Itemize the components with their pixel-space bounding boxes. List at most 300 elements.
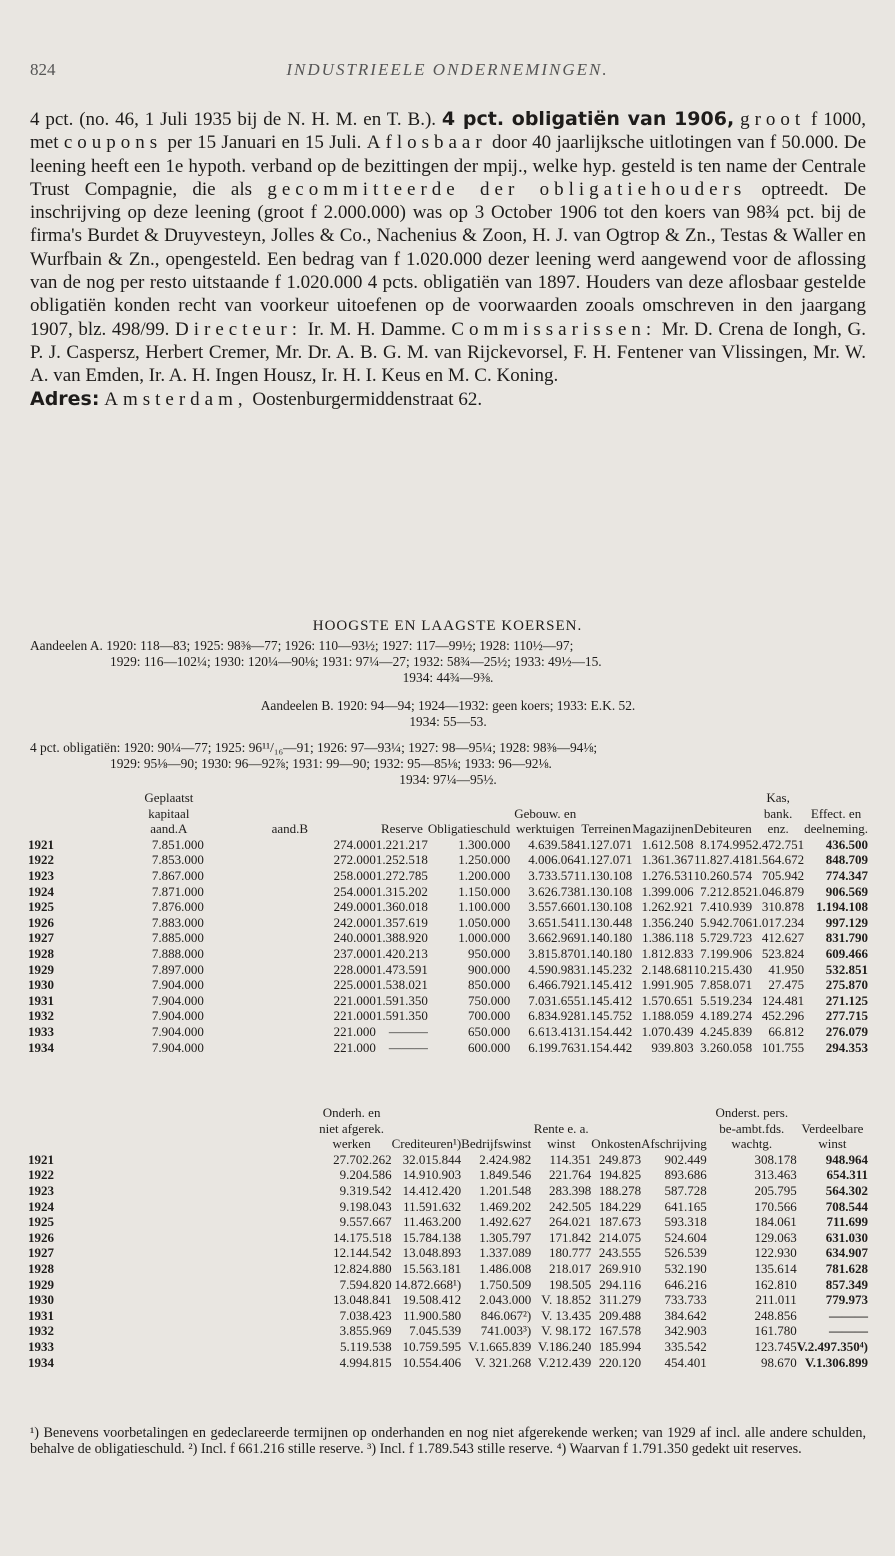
year-cell: 1930 <box>28 1292 54 1308</box>
table-cell: 3.855.969 <box>339 1323 392 1339</box>
table-cell: 308.178 <box>754 1151 797 1167</box>
text-run: groot <box>740 109 806 130</box>
table-cell: 1.145.752 <box>580 1008 633 1024</box>
table-row <box>28 1230 868 1246</box>
table-cell: 161.780 <box>754 1323 797 1339</box>
table-cell: 1.300.000 <box>458 836 511 852</box>
column-header: aand.B <box>271 821 309 837</box>
column-header: Kas, bank. enz. <box>763 790 793 837</box>
table-cell: 741.003³) <box>480 1323 532 1339</box>
table-row <box>28 977 868 993</box>
table-cell: 221.000 <box>333 1039 376 1055</box>
price-range-title: HOOGSTE EN LAAGSTE KOERSEN. <box>312 618 583 634</box>
table-cell: 271.125 <box>825 992 868 1008</box>
price-line: 1934: 97¼—95½. <box>399 772 497 787</box>
table-cell: 7.897.000 <box>151 961 204 977</box>
table-cell: 221.000 <box>333 1008 376 1024</box>
year-cell: 1934 <box>28 1354 54 1370</box>
table-cell: 27.475 <box>768 977 805 993</box>
table-row <box>28 1261 868 1277</box>
column-header: Debiteuren <box>693 821 752 837</box>
price-line: 4 pct. obligatiën: 1920: 90¼—77; 1925: 96¹¹/₁₆—91; 1926: 97—93¼; 1927: 98—95¼; 1928: 98⅜—94⅛; <box>30 740 598 755</box>
table-row <box>28 1152 868 1168</box>
table-cell: 1.194.108 <box>816 899 868 915</box>
table-cell: 129.063 <box>754 1229 797 1245</box>
table-cell: 8.174.995 <box>700 836 753 852</box>
year-cell: 1931 <box>28 1307 54 1323</box>
year-cell: 1932 <box>28 1323 54 1339</box>
table-cell: 274.000 <box>333 836 376 852</box>
table-cell: 19.508.412 <box>402 1292 462 1308</box>
year-cell: 1929 <box>28 961 54 977</box>
table-row <box>28 1008 868 1024</box>
table-cell: 294.353 <box>825 1039 868 1055</box>
table-cell: 1.812.833 <box>641 945 694 961</box>
year-cell: 1931 <box>28 992 54 1008</box>
table-cell: 564.302 <box>825 1182 868 1198</box>
table-cell: 7.199.906 <box>700 945 753 961</box>
table-cell: 9.204.586 <box>339 1167 392 1183</box>
table-cell: 1.100.000 <box>458 899 511 915</box>
table-cell: 1.305.797 <box>479 1229 532 1245</box>
table-row <box>28 899 868 915</box>
table-cell: 781.628 <box>825 1260 868 1276</box>
running-header <box>30 60 865 86</box>
table-cell: 650.000 <box>467 1023 511 1039</box>
year-cell: 1929 <box>28 1276 54 1292</box>
commissioners-label: Commissarissen: <box>451 318 657 340</box>
table-cell: 7.876.000 <box>151 899 204 915</box>
table-cell: 4.189.274 <box>700 1008 753 1024</box>
table-cell: 4.006.064 <box>528 852 581 868</box>
table-cell: 13.048.841 <box>333 1292 392 1308</box>
year-cell: 1932 <box>28 1008 54 1024</box>
table-cell: V.1.665.839 <box>468 1338 532 1354</box>
table-cell: 532.851 <box>825 961 868 977</box>
table-cell: 14.910.903 <box>402 1167 462 1183</box>
table-cell: 124.481 <box>761 992 805 1008</box>
column-header: Terreinen <box>581 821 632 837</box>
table-cell: 3.651.541 <box>528 914 581 930</box>
table-cell: 1.000.000 <box>458 930 511 946</box>
table-row <box>28 962 868 978</box>
table-cell: 237.000 <box>333 945 376 961</box>
table-cell: 248.856 <box>754 1307 797 1323</box>
table-cell: 7.888.000 <box>151 945 204 961</box>
table-cell: 187.673 <box>598 1214 642 1230</box>
table-cell: 7.904.000 <box>151 1008 204 1024</box>
table-cell: 184.061 <box>754 1214 797 1230</box>
table-cell: 1.276.531 <box>641 867 694 883</box>
table-cell: 1.221.217 <box>375 836 428 852</box>
table-cell: 171.842 <box>548 1229 592 1245</box>
year-cell: 1922 <box>28 1167 54 1183</box>
year-cell: 1925 <box>28 899 54 915</box>
price-line: 1929: 116—102¼; 1930: 120¼—90⅛; 1931: 97¼—27; 1932: 58¾—25½; 1933: 49½—15. <box>110 654 602 669</box>
text-run: optreedt. De inschrijving op deze leening (groot f 2.000.000) was op 3 October 1906 tot den koers van 98¾ pct. bij de firma's Burdet & Druyvesteyn, Jolles & Co., Nachenius & Zoon, H. J. van Ogtrop & Zn., Testas & Waller en Wurfbain & Zn., opengesteld. Een bedrag van f 1.020.000 dezer leening werd aangewend voor de aflossing van de nog per resto uitstaande f 1.020.000 4 pcts. obligatiën van 1897. Houders van deze aflosbaar gestelde obligatiën konden recht van voorkeur uitoefenen op de voorwaarden zooals omschreven in den jaargang 1907, blz. 498/99. <box>30 178 866 340</box>
table-cell: 7.858.071 <box>700 977 753 993</box>
table-cell: 15.563.181 <box>402 1260 462 1276</box>
table-cell: 1.127.071 <box>580 836 633 852</box>
table-cell: 1.538.021 <box>375 977 428 993</box>
table-cell: 7.851.000 <box>151 836 204 852</box>
text-run: Aflosbaar <box>366 132 487 154</box>
table-cell: 711.699 <box>826 1214 868 1230</box>
table-cell: 524.604 <box>664 1229 707 1245</box>
table-cell: 242.505 <box>548 1198 592 1214</box>
table-cell: 708.544 <box>825 1198 868 1214</box>
table-cell: 135.614 <box>754 1260 797 1276</box>
table-cell: 7.594.820 <box>339 1276 392 1292</box>
page-number: 824 <box>30 60 56 79</box>
table-cell: 1.262.921 <box>641 899 694 915</box>
text-run: f 1000, met <box>30 109 867 154</box>
table-cell: 7.904.000 <box>151 977 204 993</box>
table-cell: 221.764 <box>548 1167 592 1183</box>
table-cell: 310.878 <box>761 899 805 915</box>
table-cell: 10.215.430 <box>693 961 753 977</box>
table-cell: 1.130.448 <box>580 914 633 930</box>
table-cell: 436.500 <box>825 836 868 852</box>
column-header: Magazijnen <box>632 821 694 837</box>
table-cell: 750.000 <box>467 992 511 1008</box>
table-row <box>28 884 868 900</box>
table-cell: 214.075 <box>598 1229 642 1245</box>
table-cell: 846.067²) <box>480 1307 532 1323</box>
table-cell: 1.315.202 <box>375 883 428 899</box>
table-cell: 948.964 <box>825 1151 868 1167</box>
table-cell: 294.116 <box>599 1276 642 1292</box>
table-cell: 452.296 <box>761 1008 805 1024</box>
table-cell: 1.154.442 <box>580 1023 633 1039</box>
text-run: gecommitteerde der obligatiehouders <box>267 178 747 200</box>
table-cell: 276.079 <box>825 1023 868 1039</box>
table-cell: 283.398 <box>548 1182 592 1198</box>
year-cell: 1926 <box>28 914 54 930</box>
table-cell: 1.127.071 <box>580 852 633 868</box>
table-cell: 7.883.000 <box>151 914 204 930</box>
table-cell: 218.017 <box>548 1260 592 1276</box>
table-cell: 893.686 <box>664 1167 707 1183</box>
table-cell: 243.555 <box>598 1245 642 1261</box>
table-cell: 5.519.234 <box>700 992 753 1008</box>
table-cell: 7.871.000 <box>151 883 204 899</box>
table-cell: V.186.240 <box>538 1338 592 1354</box>
table-cell: 1.612.508 <box>641 836 694 852</box>
table-cell: 269.910 <box>598 1260 642 1276</box>
column-header: Verdeelbare winst <box>801 1120 864 1152</box>
text-run: coupons <box>63 132 163 154</box>
year-cell: 1930 <box>28 977 54 993</box>
table-cell: 1.849.546 <box>479 1167 532 1183</box>
table-cell: 774.347 <box>825 867 868 883</box>
table-cell: 66.812 <box>768 1023 805 1039</box>
table-cell: 1.591.350 <box>375 1008 428 1024</box>
table-cell: 1.200.000 <box>458 867 511 883</box>
table-cell: 902.449 <box>664 1151 707 1167</box>
table-cell: 857.349 <box>825 1276 868 1292</box>
table-row <box>28 993 868 1009</box>
table-cell: 228.000 <box>333 961 376 977</box>
director-label: Directeur: <box>175 318 303 340</box>
column-header: Obligatieschuld <box>427 821 511 837</box>
table-cell: 1.250.000 <box>458 852 511 868</box>
table-cell: V.1.306.899 <box>805 1354 868 1370</box>
table-cell: 646.216 <box>664 1276 707 1292</box>
year-cell: 1923 <box>28 867 54 883</box>
table-cell: 10.554.406 <box>402 1354 462 1370</box>
table-cell: 249.873 <box>598 1151 642 1167</box>
year-cell: 1933 <box>28 1023 54 1039</box>
year-cell: 1934 <box>28 1039 54 1055</box>
table-cell: 123.745 <box>754 1338 797 1354</box>
bond-title: 4 pct. obligatiën van 1906, <box>441 108 735 130</box>
year-cell: 1922 <box>28 852 54 868</box>
table-cell: 600.000 <box>467 1039 511 1055</box>
table-cell: 705.942 <box>761 867 805 883</box>
table-cell: 2.472.751 <box>752 836 805 852</box>
table-row <box>28 1245 868 1261</box>
table-cell: 1.591.350 <box>375 992 428 1008</box>
table-cell: 4.994.815 <box>339 1354 392 1370</box>
table-cell: 264.021 <box>548 1214 592 1230</box>
text-run: door 40 jaarlijksche uitlotingen van f 50.000. De leening heeft een 1e hypoth. verband op de bezittingen der mpij., welke hyp. gesteld is ten name der Centrale Trust Compagnie, die als <box>30 132 866 200</box>
table-cell: 277.715 <box>825 1008 868 1024</box>
price-line: Aandeelen A. 1920: 118—83; 1925: 98⅜—77; 1926: 110—93½; 1927: 117—99½; 1928: 110½—97; <box>30 638 574 653</box>
table-cell: 258.000 <box>333 867 376 883</box>
column-header: Reserve <box>380 821 423 837</box>
address-city: Amsterdam, <box>104 388 248 410</box>
table-cell: 3.815.870 <box>528 945 581 961</box>
balance-sheet-table <box>28 790 868 1055</box>
table-cell: 4.590.983 <box>528 961 581 977</box>
running-title: INDUSTRIEELE ONDERNEMINGEN. <box>286 60 609 79</box>
table-cell: 3.626.738 <box>528 883 581 899</box>
table-cell: 311.279 <box>599 1292 642 1308</box>
table-cell: 167.578 <box>598 1323 642 1339</box>
table-cell: 221.000 <box>333 992 376 1008</box>
table-cell: 1.145.412 <box>580 977 633 993</box>
table-cell: 10.260.574 <box>693 867 753 883</box>
year-cell: 1927 <box>28 1245 54 1261</box>
table-cell: 3.662.969 <box>528 930 581 946</box>
price-range-shares-b <box>30 698 866 730</box>
table-cell: 634.907 <box>825 1245 868 1261</box>
table-cell: 188.278 <box>598 1182 642 1198</box>
table-cell: 850.000 <box>467 977 511 993</box>
table-header-row <box>28 790 868 837</box>
table-cell: 7.045.539 <box>409 1323 462 1339</box>
table-row <box>28 1040 868 1056</box>
table-row <box>28 1024 868 1040</box>
table-cell: 240.000 <box>333 930 376 946</box>
table-cell: 242.000 <box>333 914 376 930</box>
table-cell: 1.356.240 <box>641 914 694 930</box>
table-cell: 1.201.548 <box>479 1182 532 1198</box>
table-cell: 225.000 <box>333 977 376 993</box>
column-header: Onderh. en niet afgerek. werken <box>319 1105 385 1152</box>
table-cell: 7.410.939 <box>700 899 753 915</box>
table-cell: 1.492.627 <box>479 1214 532 1230</box>
table-cell: 272.000 <box>333 852 376 868</box>
table-cell: 198.505 <box>548 1276 592 1292</box>
year-cell: 1921 <box>28 1151 54 1167</box>
table-cell: 7.904.000 <box>151 1039 204 1055</box>
table-cell: 7.031.655 <box>528 992 581 1008</box>
table-cell: 587.728 <box>664 1182 707 1198</box>
table-cell: V. 321.268 <box>474 1354 532 1370</box>
text-run: 4 pct. (no. 46, 1 Juli 1935 bij de N. H. M. en T. B.). <box>30 109 442 130</box>
table-cell: 7.904.000 <box>151 1023 204 1039</box>
company-description <box>30 108 866 411</box>
table-cell: 11.900.580 <box>403 1307 462 1323</box>
price-range-shares-a <box>30 638 866 686</box>
table-cell: 523.824 <box>761 945 805 961</box>
table-cell: 1.361.367 <box>641 852 694 868</box>
table-cell: 12.144.542 <box>333 1245 392 1261</box>
table-cell: 1.360.018 <box>375 899 428 915</box>
table-cell: 275.870 <box>825 977 868 993</box>
column-header: Crediteuren¹) <box>391 1136 462 1152</box>
year-cell: 1921 <box>28 836 54 852</box>
profit-loss-table <box>28 1105 868 1370</box>
table-cell: 14.175.518 <box>333 1229 392 1245</box>
table-cell: 1.991.905 <box>641 977 694 993</box>
table-cell: 101.755 <box>761 1039 805 1055</box>
table-cell: 1.252.518 <box>375 852 428 868</box>
table-cell: 170.566 <box>754 1198 797 1214</box>
table-row <box>28 1355 868 1371</box>
table-cell: 412.627 <box>761 930 805 946</box>
price-line: 1929: 95⅛—90; 1930: 96—92⅞; 1931: 99—90; 1932: 95—85⅛; 1933: 96—92⅛. <box>110 756 552 771</box>
table-cell: 1.388.920 <box>375 930 428 946</box>
column-header: Onderst. pers. be-ambt.fds. wachtg. <box>715 1105 789 1152</box>
address-line <box>30 388 866 411</box>
table-cell: 10.759.595 <box>402 1338 462 1354</box>
year-cell: 1933 <box>28 1338 54 1354</box>
table-cell: 14.412.420 <box>402 1182 462 1198</box>
table-cell: 205.795 <box>754 1182 797 1198</box>
table-row <box>28 868 868 884</box>
table-cell: 5.119.538 <box>340 1338 392 1354</box>
table-cell: 1.357.619 <box>375 914 428 930</box>
year-cell: 1926 <box>28 1229 54 1245</box>
table-cell: 1.130.108 <box>580 883 633 899</box>
table-cell: 220.120 <box>598 1354 642 1370</box>
column-header: Onkosten <box>591 1136 642 1152</box>
table-cell: 1.473.591 <box>375 961 428 977</box>
table-cell: 1.469.202 <box>479 1198 532 1214</box>
table-cell: 700.000 <box>467 1008 511 1024</box>
table-cell: V. 13.435 <box>541 1307 592 1323</box>
table-cell: 654.311 <box>826 1167 868 1183</box>
column-header <box>28 1105 312 1152</box>
table-cell: 1.188.059 <box>641 1008 694 1024</box>
table-row <box>28 852 868 868</box>
column-header: Bedrijfswinst <box>461 1136 532 1152</box>
table-cell: 3.557.660 <box>528 899 581 915</box>
table-cell: 194.825 <box>598 1167 642 1183</box>
table-cell: 5.729.723 <box>700 930 753 946</box>
price-line: 1934: 44¾—9⅜. <box>402 670 494 685</box>
table-cell: 848.709 <box>825 852 868 868</box>
table-cell: 211.011 <box>755 1292 797 1308</box>
table-row <box>28 1277 868 1293</box>
table-cell: 5.942.706 <box>700 914 753 930</box>
column-header: Effect. en deelneming. <box>804 805 869 837</box>
table-cell: 1.050.000 <box>458 914 511 930</box>
table-cell: ——— <box>829 1307 868 1323</box>
table-cell: 249.000 <box>333 899 376 915</box>
table-cell: 900.000 <box>467 961 511 977</box>
table-cell: 1.150.000 <box>458 883 511 899</box>
table-cell: 1.564.672 <box>752 852 805 868</box>
table-cell: 1.750.509 <box>479 1276 532 1292</box>
table-cell: 3.260.058 <box>700 1039 753 1055</box>
table-cell: 593.318 <box>664 1214 707 1230</box>
table-row <box>28 915 868 931</box>
table-cell: 7.904.000 <box>151 992 204 1008</box>
table-cell: 184.229 <box>598 1198 642 1214</box>
table-cell: 1.570.651 <box>641 992 694 1008</box>
commissioners-names: Mr. D. Crena de Iongh, G. P. J. Caspersz, Herbert Cremer, Mr. Dr. A. B. G. M. van Rijckevorsel, F. H. Fentener van Vlissingen, Mr. W. A. van Emden, Ir. A. H. Ingen Housz, Ir. H. I. Keus en M. C. Koning. <box>30 318 866 387</box>
table-cell: 7.867.000 <box>151 867 204 883</box>
table-row <box>28 1199 868 1215</box>
table-cell: 114.351 <box>549 1151 592 1167</box>
table-cell: 1.486.008 <box>479 1260 532 1276</box>
table-cell: 2.424.982 <box>479 1151 532 1167</box>
table-cell: 384.642 <box>664 1307 707 1323</box>
table-cell: 14.872.668¹) <box>394 1276 462 1292</box>
table-cell: 4.639.584 <box>528 836 581 852</box>
table-row <box>28 1323 868 1339</box>
year-cell: 1928 <box>28 945 54 961</box>
table-cell: 15.784.138 <box>402 1229 462 1245</box>
year-cell: 1927 <box>28 930 54 946</box>
table-cell: 11.827.418 <box>694 852 753 868</box>
table-cell: 532.190 <box>664 1260 707 1276</box>
table-cell: 13.048.893 <box>402 1245 462 1261</box>
column-header: Rente e. a. winst <box>533 1120 589 1152</box>
table-cell: 6.834.928 <box>528 1008 581 1024</box>
table-cell: 7.038.423 <box>339 1307 392 1323</box>
table-cell: 313.463 <box>754 1167 797 1183</box>
table-row <box>28 946 868 962</box>
table-cell: 335.542 <box>664 1338 707 1354</box>
bond-paragraph <box>30 108 866 388</box>
table-cell: 1.130.108 <box>580 899 633 915</box>
table-row <box>28 1339 868 1355</box>
table-cell: 1.046.879 <box>752 883 805 899</box>
table-row <box>28 1167 868 1183</box>
table-cell: 526.539 <box>664 1245 707 1261</box>
table-cell: 733.733 <box>664 1292 707 1308</box>
director-name: Ir. M. H. Damme. <box>302 318 452 340</box>
table-cell: 1.154.442 <box>580 1039 633 1055</box>
table-cell: 185.994 <box>598 1338 642 1354</box>
table-cell: 1.386.118 <box>642 930 694 946</box>
footnotes: ¹) Benevens voorbetalingen en gedeclareerde termijnen op onderhanden en nog niet afgerekende werken; van 1929 af incl. alle andere schulden, behalve de obligatieschuld. ²) Incl. f 661.216 stille reserve. ³) Incl. f 1.789.543 stille reserve. ⁴) Waarvan f 1.791.350 gedekt uit reserves. <box>30 1425 866 1457</box>
table-row <box>28 837 868 853</box>
table-cell: 11.463.200 <box>403 1214 462 1230</box>
table-cell: 631.030 <box>825 1229 868 1245</box>
table-row <box>28 930 868 946</box>
table-cell: 609.466 <box>825 945 868 961</box>
table-cell: 11.591.632 <box>403 1198 462 1214</box>
table-cell: 906.569 <box>825 883 868 899</box>
table-cell: 122.930 <box>754 1245 797 1261</box>
table-cell: 27.702.262 <box>333 1151 392 1167</box>
